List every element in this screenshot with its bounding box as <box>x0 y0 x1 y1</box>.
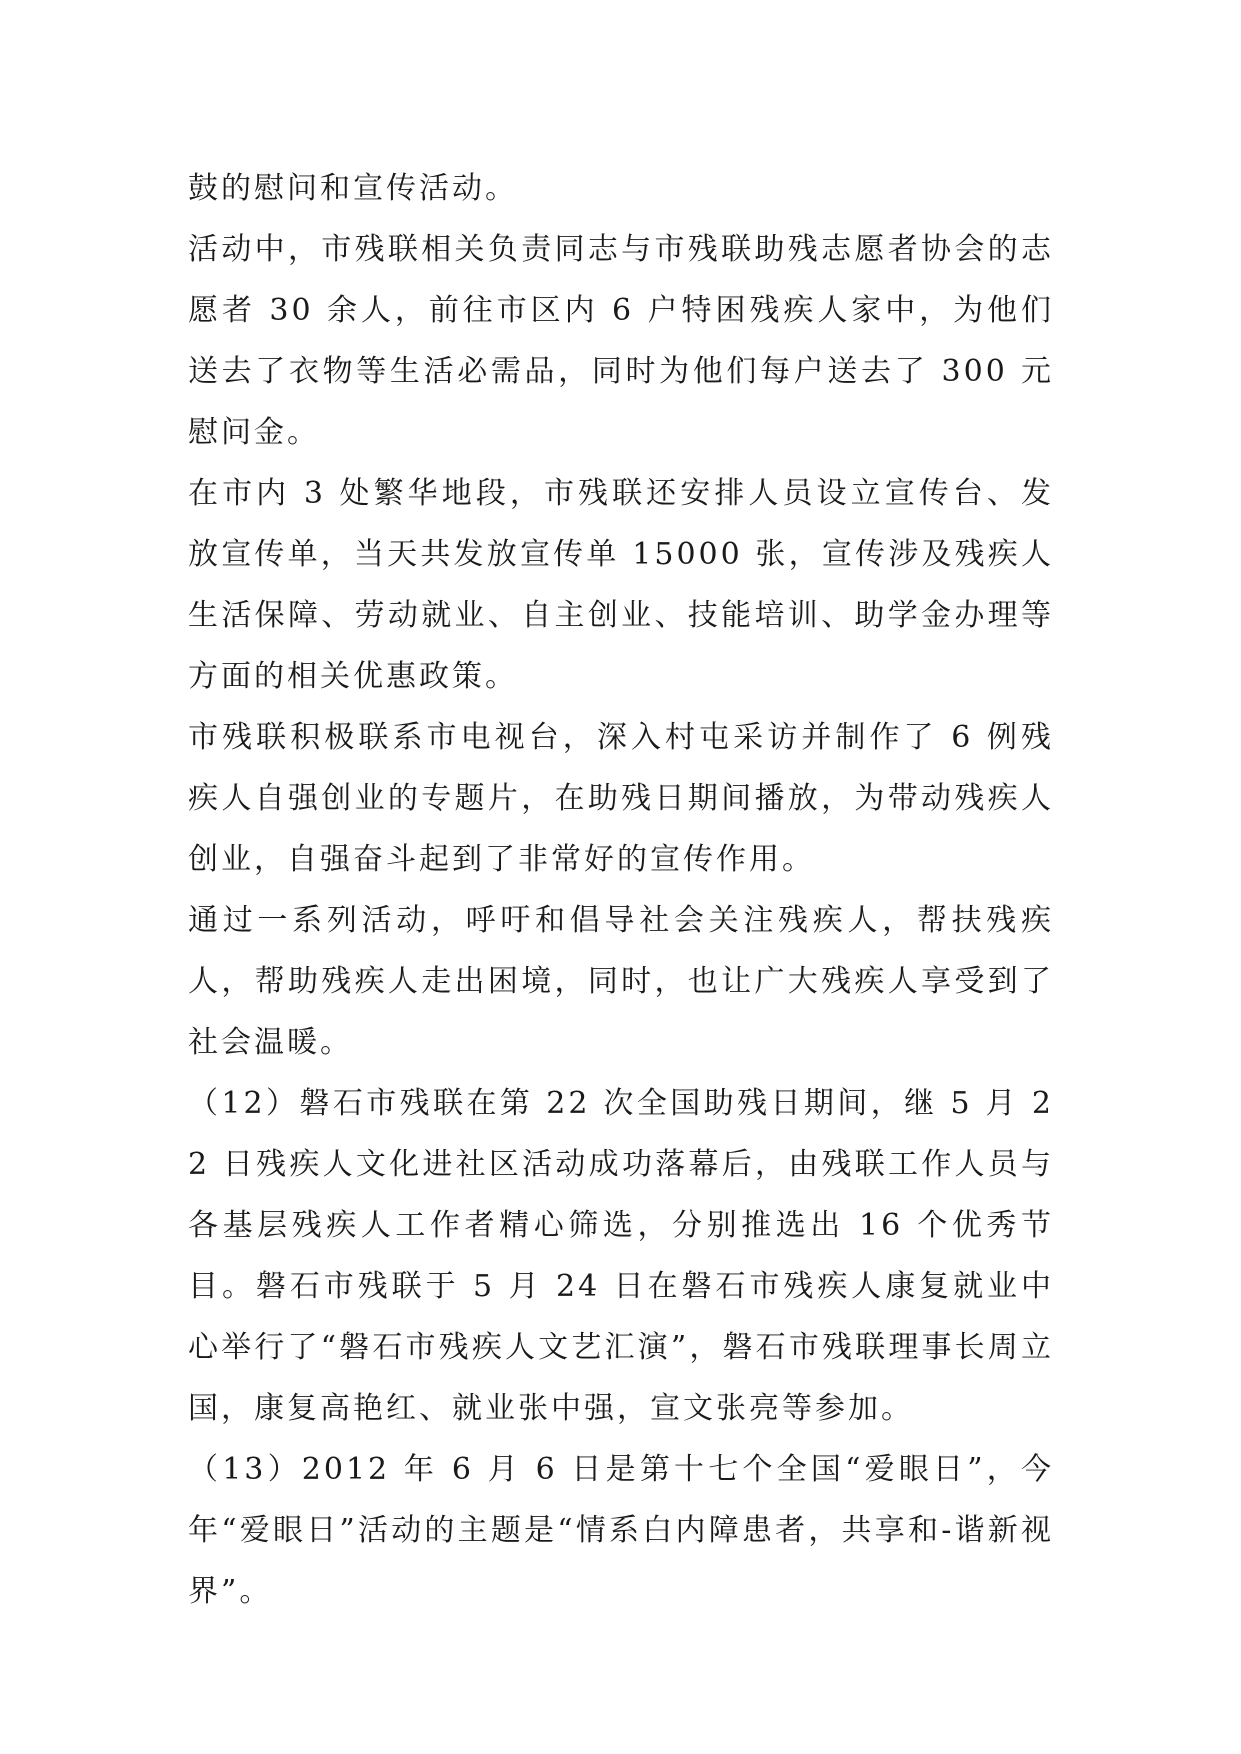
paragraph-2: 活动中，市残联相关负责同志与市残联助残志愿者协会的志愿者 30 余人，前往市区内 6 户特困残疾人家中，为他们送去了衣物等生活必需品，同时为他们每户送去了 300 元慰问金。 <box>188 232 1054 450</box>
document-body <box>188 158 1054 1622</box>
paragraph-5: 通过一系列活动，呼吁和倡导社会关注残疾人，帮扶残疾人，帮助残疾人走出困境，同时，也让广大残疾人享受到了社会温暖。 <box>188 903 1054 1060</box>
paragraph-6: （12）磐石市残联在第 22 次全国助残日期间，继 5 月 22 日残疾人文化进社区活动成功落幕后，由残联工作人员与各基层残疾人工作者精心筛选，分别推选出 16 个优秀节目。磐石市残联于 5 月 24 日在磐石市残疾人康复就业中心举行了“磐石市残疾人文艺汇演”，磐石市残联理事长周立国，康复高艳红、就业张中强，宣文张亮等参加。 <box>188 1086 1054 1426</box>
paragraph-7: （13）2012 年 6 月 6 日是第十七个全国“爱眼日”，今年“爱眼日”活动的主题是“情系白内障患者，共享和-谐新视界”。 <box>188 1452 1054 1609</box>
paragraph-4: 市残联积极联系市电视台，深入村屯采访并制作了 6 例残疾人自强创业的专题片，在助残日期间播放，为带动残疾人创业，自强奋斗起到了非常好的宣传作用。 <box>188 720 1054 877</box>
paragraph-3: 在市内 3 处繁华地段，市残联还安排人员设立宣传台、发放宣传单，当天共发放宣传单 15000 张，宣传涉及残疾人生活保障、劳动就业、自主创业、技能培训、助学金办理等方面的相关优惠政策。 <box>188 476 1054 694</box>
paragraph-1: 鼓的慰问和宣传活动。 <box>188 171 518 206</box>
